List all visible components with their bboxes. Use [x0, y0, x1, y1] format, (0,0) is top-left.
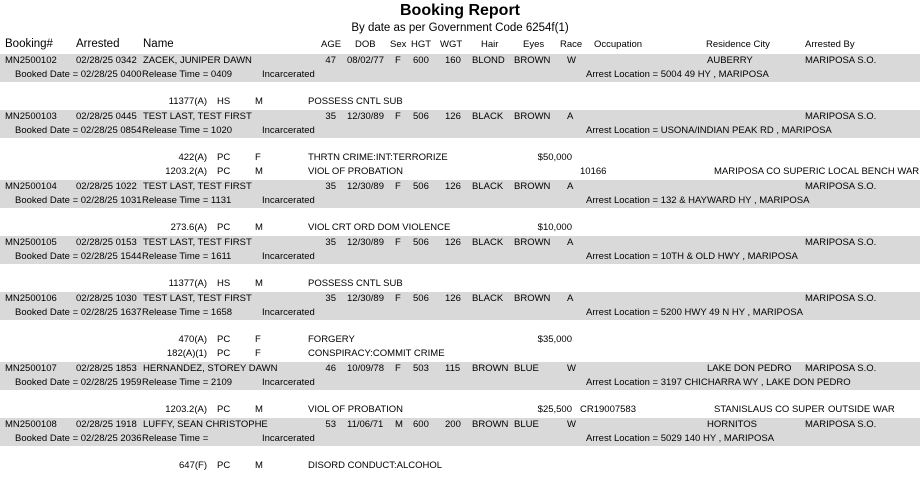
charge-code: 470(A)	[178, 334, 207, 345]
weight: 126	[445, 111, 461, 122]
arrested-by: MARIPOSA S.O.	[805, 111, 877, 122]
arrested-by: MARIPOSA S.O.	[805, 363, 877, 374]
status: Incarcerated	[262, 251, 315, 262]
header-wgt: WGT	[440, 39, 463, 50]
release-time: Release Time = 1611	[142, 251, 232, 262]
arrested-datetime: 02/28/25 0445	[76, 111, 137, 122]
sex: F	[395, 363, 401, 374]
release-time: Release Time = 2109	[142, 377, 233, 388]
header-sex: Sex	[390, 39, 407, 50]
charge-type: PC	[217, 334, 231, 345]
inmate-name: HERNANDEZ, STOREY DAWN	[143, 363, 278, 374]
charge-type: PC	[217, 460, 231, 471]
sex: F	[395, 293, 401, 304]
case-number: CR19007583	[580, 404, 636, 415]
header-eyes: Eyes	[523, 39, 545, 50]
charge-type: PC	[217, 166, 231, 177]
arrested-datetime: 02/28/25 0342	[76, 55, 137, 66]
weight: 115	[445, 363, 461, 374]
age: 35	[325, 181, 336, 192]
age: 35	[325, 237, 336, 248]
dob: 11/06/71	[347, 419, 384, 430]
bail-amount: $25,500	[537, 404, 572, 415]
arrested-datetime: 02/28/25 1918	[76, 419, 137, 430]
eye-color: BROWN	[514, 181, 551, 192]
race: A	[567, 181, 574, 192]
booked-date: Booked Date = 02/28/25 0854	[15, 125, 142, 136]
inmate-name: TEST LAST, TEST FIRST	[143, 293, 252, 304]
hair-color: BLACK	[472, 237, 504, 248]
height: 503	[413, 363, 429, 374]
charge-description: VIOL OF PROBATION	[308, 166, 404, 177]
charge-type: PC	[217, 404, 231, 415]
dob: 12/30/89	[347, 237, 384, 248]
booked-date: Booked Date = 02/28/25 0400	[15, 69, 142, 80]
court: STANISLAUS CO SUPER	[714, 404, 825, 415]
height: 600	[413, 419, 429, 430]
booked-date: Booked Date = 02/28/25 2036	[15, 433, 142, 444]
booked-date: Booked Date = 02/28/25 1959	[15, 377, 142, 388]
warrant-type: OUTSIDE WAR	[828, 404, 895, 415]
height: 600	[413, 55, 429, 66]
hair-color: BROWN	[472, 363, 509, 374]
charge-description: VIOL CRT ORD DOM VIOLENCE	[308, 222, 451, 233]
dob: 10/09/78	[347, 363, 384, 374]
arrest-location: Arrest Location = 132 & HAYWARD HY , MARIPOSA	[586, 195, 810, 206]
age: 46	[325, 363, 336, 374]
age: 35	[325, 293, 336, 304]
weight: 126	[445, 237, 461, 248]
eye-color: BROWN	[514, 237, 551, 248]
charge-code: 11377(A)	[168, 96, 207, 107]
booking-number: MN2500105	[5, 237, 57, 248]
inmate-name: ZACEK, JUNIPER DAWN	[143, 55, 252, 66]
charge-description: POSSESS CNTL SUB	[308, 278, 403, 289]
hair-color: BLACK	[472, 181, 504, 192]
header-occupation: Occupation	[594, 39, 643, 50]
charge-description: POSSESS CNTL SUB	[308, 96, 403, 107]
height: 506	[413, 111, 429, 122]
status: Incarcerated	[262, 433, 315, 444]
race: A	[567, 293, 574, 304]
hair-color: BLOND	[472, 55, 505, 66]
charge-level: M	[255, 278, 263, 289]
status: Incarcerated	[262, 195, 315, 206]
race: A	[567, 237, 574, 248]
inmate-name: LUFFY, SEAN CHRISTOPHE	[143, 419, 268, 430]
charge-level: M	[255, 222, 263, 233]
booking-number: MN2500106	[5, 293, 57, 304]
dob: 08/02/77	[347, 55, 384, 66]
eye-color: BROWN	[514, 55, 551, 66]
race: W	[567, 55, 576, 66]
booking-number: MN2500108	[5, 419, 57, 430]
arrest-location: Arrest Location = 5029 140 HY , MARIPOSA	[586, 433, 775, 444]
arrest-location: Arrest Location = 10TH & OLD HWY , MARIPOSA	[586, 251, 798, 262]
arrested-by: MARIPOSA S.O.	[805, 181, 877, 192]
charge-level: M	[255, 404, 263, 415]
arrested-by: MARIPOSA S.O.	[805, 55, 877, 66]
arrested-by: MARIPOSA S.O.	[805, 237, 877, 248]
residence-city: HORNITOS	[707, 419, 757, 430]
sex: F	[395, 111, 401, 122]
arrested-datetime: 02/28/25 1853	[76, 363, 137, 374]
hair-color: BLACK	[472, 293, 504, 304]
arrested-datetime: 02/28/25 1030	[76, 293, 137, 304]
arrest-location: Arrest Location = 5200 HWY 49 N HY , MARIPOSA	[586, 307, 803, 318]
age: 47	[325, 55, 336, 66]
booking-number: MN2500104	[5, 181, 57, 192]
charge-type: PC	[217, 222, 231, 233]
case-number: 10166	[580, 166, 607, 177]
race: W	[567, 419, 576, 430]
charge-description: CONSPIRACY:COMMIT CRIME	[308, 348, 445, 359]
dob: 12/30/89	[347, 111, 384, 122]
charge-code: 1203.2(A)	[165, 404, 207, 415]
arrested-datetime: 02/28/25 0153	[76, 237, 137, 248]
charge-level: M	[255, 96, 263, 107]
charge-type: PC	[217, 152, 231, 163]
status: Incarcerated	[262, 69, 315, 80]
header-residence-city: Residence City	[706, 39, 770, 50]
height: 506	[413, 181, 429, 192]
booking-number: MN2500103	[5, 111, 57, 122]
charge-description: DISORD CONDUCT:ALCOHOL	[308, 460, 443, 471]
eye-color: BLUE	[514, 363, 539, 374]
header-dob: DOB	[355, 39, 376, 50]
bail-amount: $10,000	[537, 222, 572, 233]
booking-number: MN2500102	[5, 55, 57, 66]
eye-color: BROWN	[514, 293, 551, 304]
hair-color: BLACK	[472, 111, 504, 122]
charge-code: 273.6(A)	[170, 222, 207, 233]
booking-number: MN2500107	[5, 363, 57, 374]
header-race: Race	[560, 39, 583, 50]
booked-date: Booked Date = 02/28/25 1031	[15, 195, 142, 206]
height: 506	[413, 293, 429, 304]
charge-level: M	[255, 460, 263, 471]
height: 506	[413, 237, 429, 248]
arrest-location: Arrest Location = 5004 49 HY , MARIPOSA	[586, 69, 769, 80]
warrant-type: LOCAL BENCH WAR	[828, 166, 920, 177]
sex: M	[395, 419, 403, 430]
residence-city: LAKE DON PEDRO	[707, 363, 792, 374]
weight: 160	[445, 55, 461, 66]
arrested-by: MARIPOSA S.O.	[805, 293, 877, 304]
report-subtitle: By date as per Government Code 6254f(1)	[351, 22, 569, 34]
residence-city: AUBERRY	[707, 55, 753, 66]
header-arrested: Arrested	[76, 38, 120, 50]
eye-color: BROWN	[514, 111, 551, 122]
charge-level: F	[255, 152, 261, 163]
release-time: Release Time = 1131	[142, 195, 232, 206]
arrested-datetime: 02/28/25 1022	[76, 181, 137, 192]
sex: F	[395, 181, 401, 192]
race: W	[567, 363, 576, 374]
charge-code: 182(A)(1)	[166, 348, 207, 359]
sex: F	[395, 237, 401, 248]
report-title: Booking Report	[400, 2, 520, 19]
age: 53	[325, 419, 336, 430]
charge-code: 1203.2(A)	[165, 166, 207, 177]
weight: 126	[445, 181, 461, 192]
charge-level: M	[255, 166, 263, 177]
hair-color: BROWN	[472, 419, 509, 430]
charge-level: F	[255, 334, 261, 345]
arrest-location: Arrest Location = 3197 CHICHARRA WY , LAKE DON PEDRO	[586, 377, 851, 388]
charge-description: VIOL OF PROBATION	[308, 404, 404, 415]
header-hair: Hair	[481, 39, 499, 50]
header-hgt: HGT	[411, 39, 432, 50]
inmate-name: TEST LAST, TEST FIRST	[143, 237, 252, 248]
charge-type: HS	[217, 96, 231, 107]
charge-code: 647(F)	[179, 460, 207, 471]
dob: 12/30/89	[347, 293, 384, 304]
inmate-name: TEST LAST, TEST FIRST	[143, 181, 252, 192]
header-name: Name	[143, 38, 174, 50]
charge-description: FORGERY	[308, 334, 355, 345]
release-time: Release Time = 1658	[142, 307, 233, 318]
header-booking: Booking#	[5, 38, 53, 50]
release-time: Release Time = 1020	[142, 125, 233, 136]
charge-code: 11377(A)	[168, 278, 207, 289]
charge-code: 422(A)	[178, 152, 207, 163]
race: A	[567, 111, 574, 122]
booked-date: Booked Date = 02/28/25 1544	[15, 251, 142, 262]
charge-level: F	[255, 348, 261, 359]
court: MARIPOSA CO SUPERIC	[714, 166, 826, 177]
header-arrested-by: Arrested By	[805, 39, 855, 50]
status: Incarcerated	[262, 377, 315, 388]
bail-amount: $50,000	[537, 152, 572, 163]
age: 35	[325, 111, 336, 122]
booked-date: Booked Date = 02/28/25 1637	[15, 307, 142, 318]
weight: 200	[445, 419, 461, 430]
release-time: Release Time = 0409	[142, 69, 233, 80]
status: Incarcerated	[262, 125, 315, 136]
status: Incarcerated	[262, 307, 315, 318]
sex: F	[395, 55, 401, 66]
arrested-by: MARIPOSA S.O.	[805, 419, 877, 430]
bail-amount: $35,000	[537, 334, 572, 345]
release-time: Release Time =	[142, 433, 209, 444]
header-age: AGE	[321, 39, 342, 50]
charge-type: HS	[217, 278, 231, 289]
charge-description: THRTN CRIME:INT:TERRORIZE	[308, 152, 448, 163]
arrest-location: Arrest Location = USONA/INDIAN PEAK RD , MARIPOSA	[586, 125, 832, 136]
inmate-name: TEST LAST, TEST FIRST	[143, 111, 252, 122]
dob: 12/30/89	[347, 181, 384, 192]
weight: 126	[445, 293, 461, 304]
charge-type: PC	[217, 348, 231, 359]
eye-color: BLUE	[514, 419, 539, 430]
